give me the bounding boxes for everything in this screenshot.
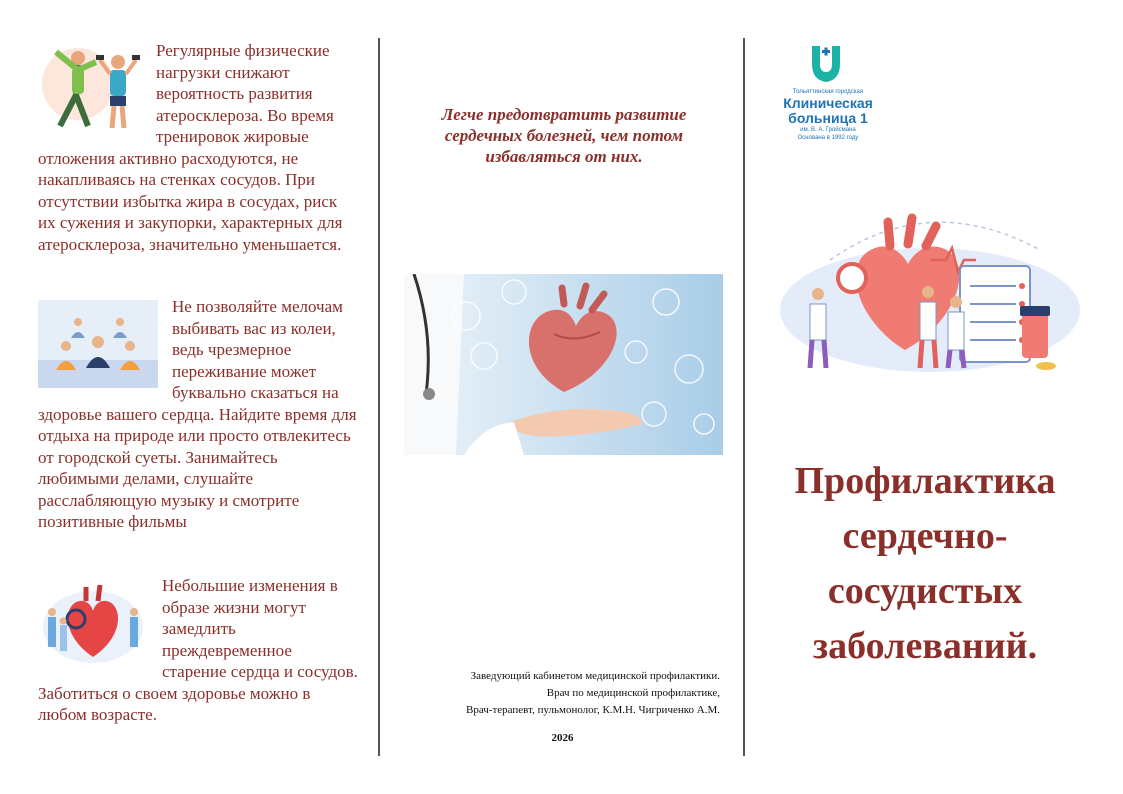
title-line-3: сосудистых: [827, 570, 1023, 612]
heart-doctors-illustration: [38, 579, 148, 669]
title-line-4: заболеваний.: [812, 625, 1038, 667]
publication-year: 2026: [551, 732, 574, 744]
logo-name-line-2: больница 1: [788, 110, 868, 126]
brochure-title: [755, 454, 1095, 674]
stress-text: Не позволяйте мелочам выбивать вас из колеи, ведь чрезмерное переживание может буквально сказаться на здоровье вашего сердца. Найдите время для отдыха на природе или просто отвлекитесь от городской суеты. Занимайтесь любимыми делами, слушайте расслабляющую музыку и смотрите позитивные фильмы: [38, 297, 357, 531]
stress-paragraph: [38, 296, 358, 533]
prevention-quote: Легче предотвратить развитие сердечных болезней, чем потом избавляться от них.: [441, 105, 687, 166]
title-line-1: Профилактика: [794, 460, 1056, 502]
title-line-2: сердечно-: [842, 515, 1008, 557]
logo-founded-line: Основана в 1992 году: [797, 135, 859, 141]
column-divider-right: [743, 38, 745, 756]
author-credits: [390, 668, 720, 719]
lifestyle-paragraph: [38, 575, 358, 726]
exercise-text: Регулярные физические нагрузки снижают вероятность развития атеросклероза. Во время тренировок жировые отложения активно расходуются, не накапливаясь на стенках сосудов. При отсутствии избытка жира в сосудах, риск их сужения и закупорки, характерных для атеросклероза, значительно уменьшается.: [38, 41, 343, 254]
hospital-logo-text: [768, 88, 888, 142]
logo-namesake-line: им. В. А. Гройсмана: [800, 127, 856, 133]
heart-in-hand-photo: [404, 274, 723, 455]
lifestyle-text: Небольшие изменения в образе жизни могут замедлить преждевременное старение сердца и сосудов. Заботиться о своем здоровье можно в любом возрасте.: [38, 576, 358, 724]
exercise-paragraph: [38, 40, 358, 255]
credit-line-3: Врач-терапевт, пульмонолог, К.М.Н. Чигриченко А.М.: [466, 704, 720, 716]
cardiology-illustration: [770, 200, 1088, 378]
credit-line-1: Заведующий кабинетом медицинской профилактики.: [470, 670, 720, 682]
logo-city-line: Тольяттинская городская: [792, 89, 864, 95]
exercise-illustration: [38, 40, 142, 136]
credit-line-2: Врач по медицинской профилактике,: [546, 687, 720, 699]
logo-name-line-1: Клиническая: [783, 95, 873, 111]
column-divider-left: [378, 38, 380, 756]
hospital-logo-icon: [806, 42, 846, 84]
meditation-illustration: [38, 300, 158, 388]
